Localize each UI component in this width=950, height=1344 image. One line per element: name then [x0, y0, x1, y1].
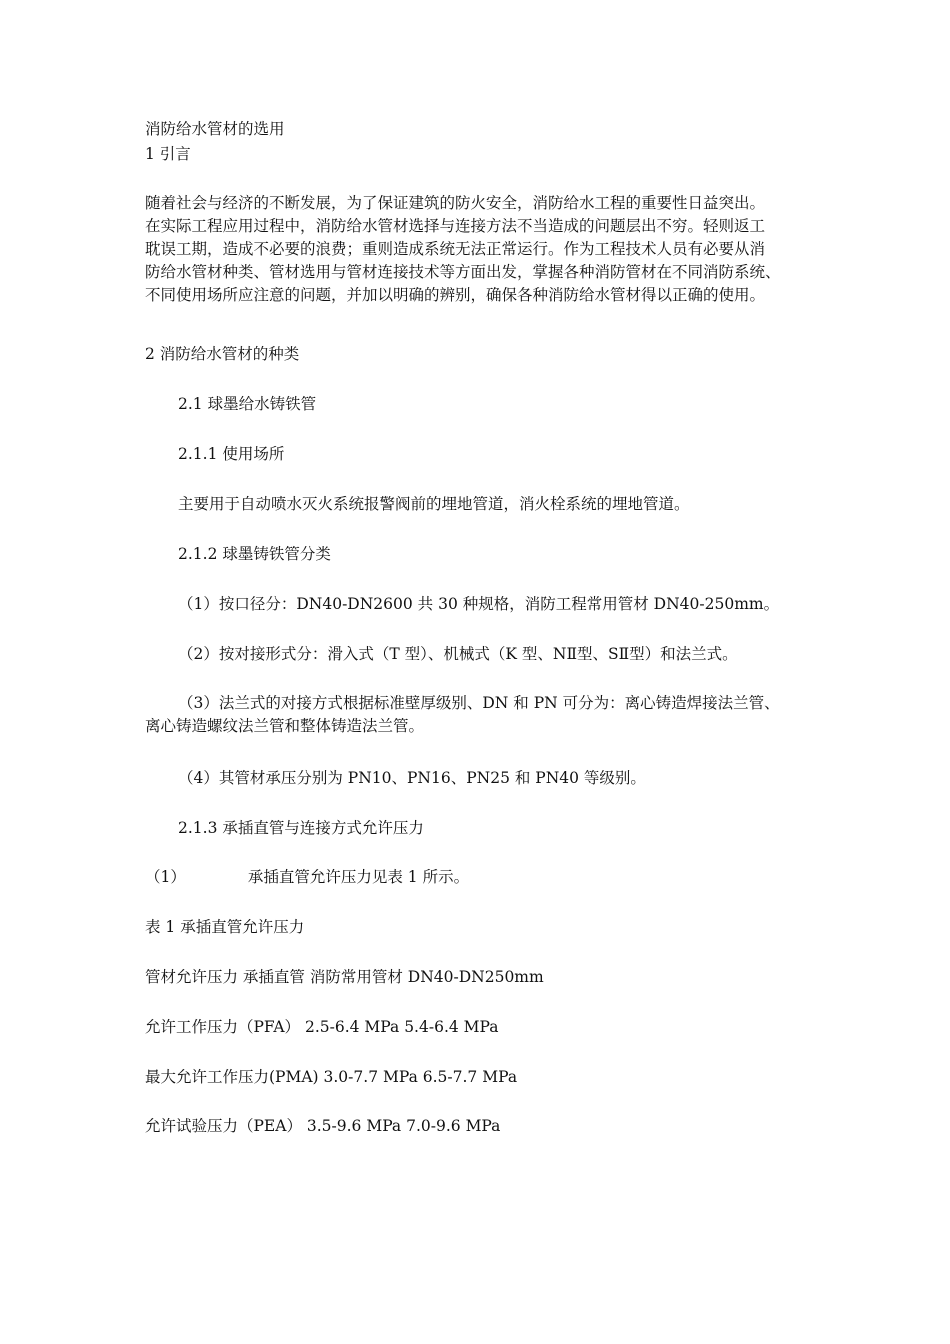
classification-item-3 [145, 692, 813, 738]
intro-line: 不同使用场所应注意的问题，并加以明确的辨别，确保各种消防给水管材得以正确的使用。 [145, 286, 766, 304]
usage-paragraph: 主要用于自动喷水灭火系统报警阀前的埋地管道，消火栓系统的埋地管道。 [178, 495, 690, 513]
classification-item-4: （4）其管材承压分别为 PN10、PN16、PN25 和 PN40 等级别。 [178, 769, 646, 787]
classification-item-2: （2）按对接形式分：滑入式（T 型）、机械式（K 型、NⅡ型、SⅡ型）和法兰式。 [178, 645, 738, 663]
allowed-pressure-item [145, 866, 810, 889]
table-1-row: 最大允许工作压力(PMA) 3.0-7.7 MPa 6.5-7.7 MPa [145, 1068, 518, 1086]
table-1-row: 允许试验压力（PEA） 3.5-9.6 MPa 7.0-9.6 MPa [145, 1117, 501, 1135]
section-1-heading: 1 引言 [145, 145, 191, 163]
item-number: （1） [145, 868, 186, 886]
section-2-heading: 2 消防给水管材的种类 [145, 345, 300, 363]
subsection-2-1-3-heading: 2.1.3 承插直管与连接方式允许压力 [178, 819, 424, 837]
subsection-2-1-heading: 2.1 球墨给水铸铁管 [178, 395, 317, 413]
table-1-caption: 表 1 承插直管允许压力 [145, 918, 305, 936]
classification-item-1: （1）按口径分：DN40-DN2600 共 30 种规格，消防工程常用管材 DN40-250mm。 [178, 595, 780, 613]
intro-line: 在实际工程应用过程中，消防给水管材选择与连接方法不当造成的问题层出不穷。轻则返工 [145, 217, 766, 235]
intro-line: 防给水管材种类、管材选用与管材连接技术等方面出发，掌握各种消防管材在不同消防系统、 [145, 263, 781, 281]
intro-line: 随着社会与经济的不断发展，为了保证建筑的防火安全，消防给水工程的重要性日益突出。 [145, 194, 766, 212]
subsection-2-1-1-heading: 2.1.1 使用场所 [178, 445, 285, 463]
item-3-line: （3）法兰式的对接方式根据标准壁厚级别、DN 和 PN 可分为：离心铸造焊接法兰管、 [178, 694, 780, 712]
item-3-line: 离心铸造螺纹法兰管和整体铸造法兰管。 [145, 717, 425, 735]
item-text: 承插直管允许压力见表 1 所示。 [247, 868, 470, 886]
intro-line: 耽误工期，造成不必要的浪费；重则造成系统无法正常运行。作为工程技术人员有必要从消 [145, 240, 766, 258]
table-1-row: 允许工作压力（PFA） 2.5-6.4 MPa 5.4-6.4 MPa [145, 1018, 499, 1036]
intro-paragraph [145, 192, 813, 307]
table-1-header-row: 管材允许压力 承插直管 消防常用管材 DN40-DN250mm [145, 968, 544, 986]
subsection-2-1-2-heading: 2.1.2 球墨铸铁管分类 [178, 545, 331, 563]
document-title: 消防给水管材的选用 [145, 120, 285, 138]
